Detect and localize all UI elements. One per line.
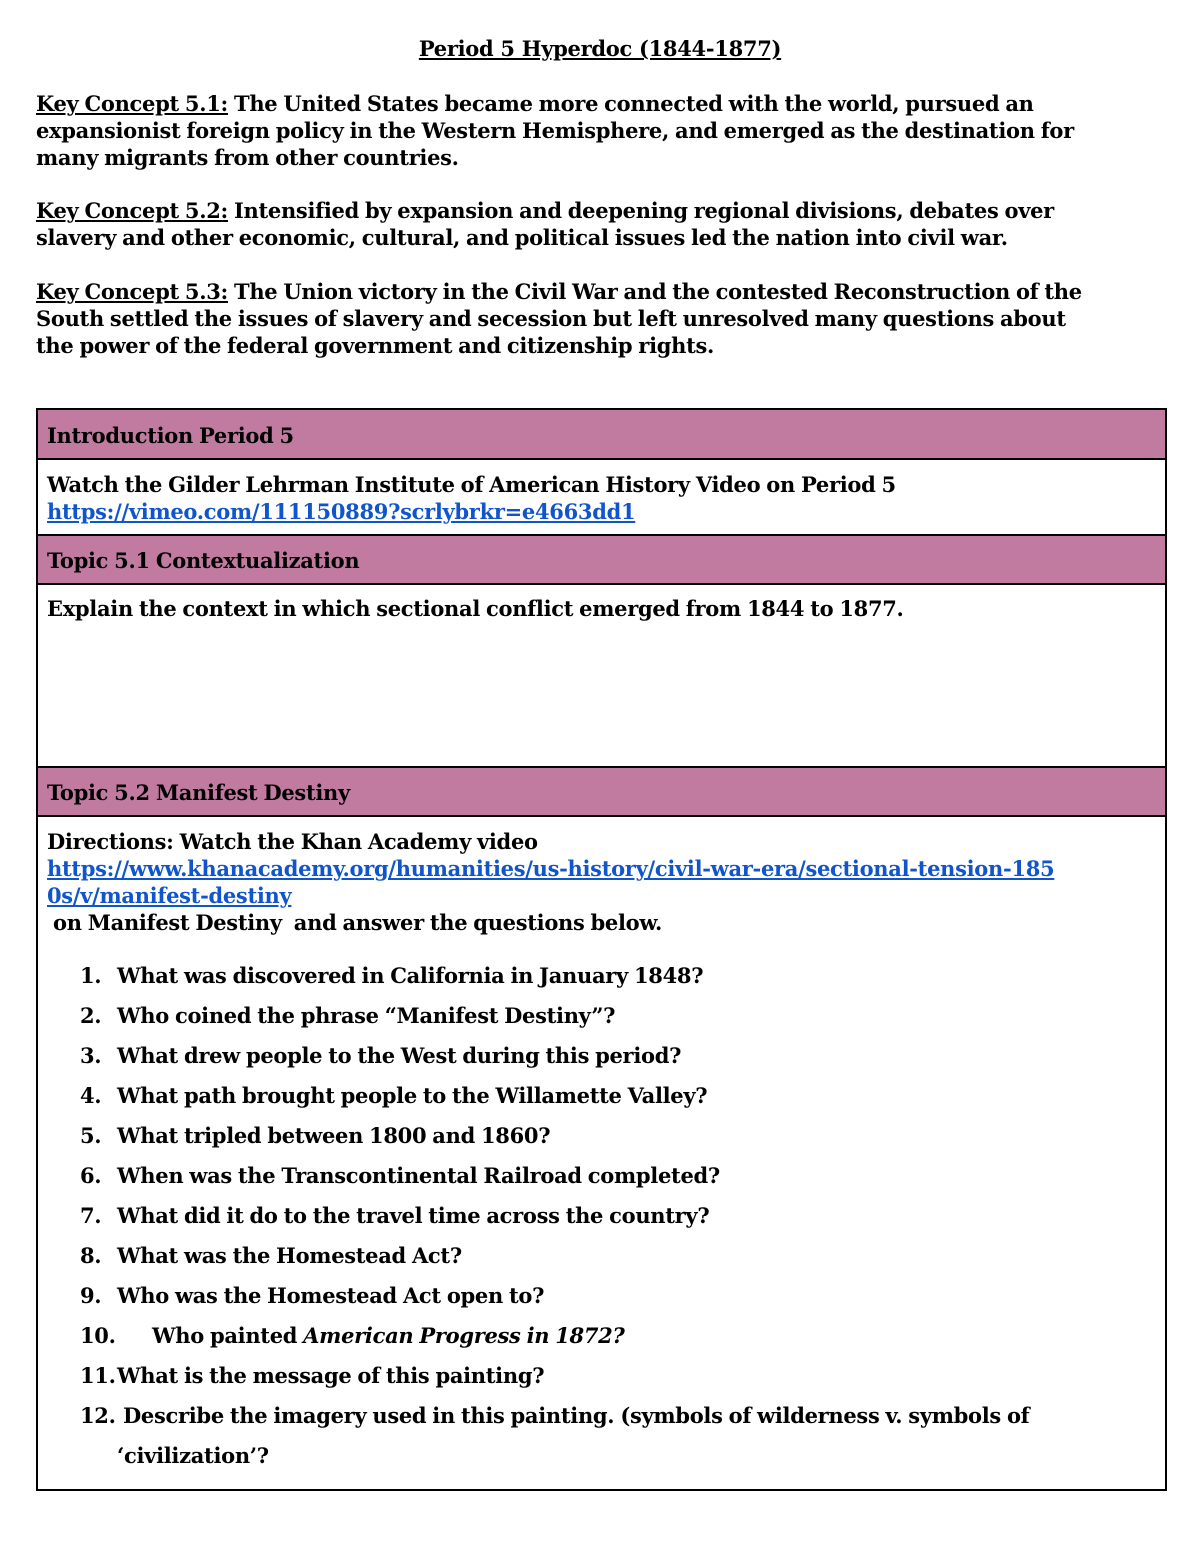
topic2-header: Topic 5.2 Manifest Destiny — [47, 780, 350, 805]
question-number: 1. — [80, 963, 102, 988]
topic1-prompt: Explain the context in which sectional conflict emerged from 1844 to 1877. — [47, 596, 904, 621]
topic1-content-row — [38, 585, 1165, 768]
hyperdoc-table — [36, 408, 1167, 1491]
question-number: 4. — [80, 1083, 102, 1108]
question-number: 5. — [80, 1123, 102, 1148]
question-item — [38, 1322, 1165, 1362]
question-text: What was the Homestead Act? — [117, 1243, 462, 1268]
document-title: Period 5 Hyperdoc (1844-1877) — [418, 36, 782, 61]
question-item — [38, 1362, 1165, 1402]
question-number: 3. — [80, 1043, 102, 1068]
question-number: 11. — [80, 1363, 116, 1388]
key-concept-label: Key Concept 5.3: — [36, 279, 228, 304]
question-text-cont: ‘civilization’? — [117, 1443, 269, 1468]
question-item — [38, 1202, 1165, 1242]
question-number: 8. — [80, 1243, 102, 1268]
key-concept-text: the power of the federal government and citizenship rights. — [36, 333, 715, 358]
question-item — [38, 1162, 1165, 1202]
key-concept-5-1 — [36, 90, 1166, 171]
question-text-plain: Who painted — [152, 1323, 304, 1348]
question-text: What tripled between 1800 and 1860? — [117, 1123, 551, 1148]
question-item — [38, 962, 1165, 1002]
question-text: Who was the Homestead Act open to? — [117, 1283, 545, 1308]
topic2-instructions: on Manifest Destiny and answer the questions below. — [47, 910, 663, 935]
question-number: 10. — [80, 1323, 116, 1348]
intro-content-row — [38, 460, 1165, 536]
question-text: What is the message of this painting? — [117, 1363, 545, 1388]
question-text: What path brought people to the Willamette Valley? — [117, 1083, 708, 1108]
key-concept-label: Key Concept 5.1: — [36, 91, 228, 116]
painting-title: American Progress in 1872? — [303, 1323, 625, 1348]
question-item — [38, 1042, 1165, 1082]
intro-header-row — [38, 410, 1165, 460]
question-item — [38, 1082, 1165, 1122]
question-number: 6. — [80, 1163, 102, 1188]
question-item — [38, 1002, 1165, 1042]
key-concept-text: The United States became more connected with the world, pursued an — [234, 91, 1034, 116]
key-concept-text: The Union victory in the Civil War and the contested Reconstruction of the — [234, 279, 1082, 304]
key-concept-text: expansionist foreign policy in the Western Hemisphere, and emerged as the destination for — [36, 118, 1074, 143]
question-number: 12. — [80, 1403, 116, 1428]
key-concept-text: South settled the issues of slavery and secession but left unresolved many questions about — [36, 306, 1066, 331]
question-number: 9. — [80, 1283, 102, 1308]
topic1-header-row — [38, 536, 1165, 585]
topic1-header: Topic 5.1 Contextualization — [47, 548, 360, 573]
khan-academy-link-cont[interactable]: 0s/v/manifest-destiny — [47, 883, 292, 908]
key-concept-text: many migrants from other countries. — [36, 145, 459, 170]
intro-header: Introduction Period 5 — [47, 423, 294, 448]
question-item — [38, 1242, 1165, 1282]
key-concept-text: slavery and other economic, cultural, and political issues led the nation into civil war. — [36, 225, 1008, 250]
key-concept-5-2 — [36, 197, 1166, 251]
question-item — [38, 1402, 1165, 1482]
question-text: What drew people to the West during this period? — [117, 1043, 682, 1068]
topic2-directions: Directions: Watch the Khan Academy video — [47, 829, 538, 854]
question-text: Who coined the phrase “Manifest Destiny”? — [117, 1003, 616, 1028]
vimeo-video-link[interactable]: https://vimeo.com/111150889?scrlybrkr=e4663dd1 — [47, 499, 636, 524]
question-text: What did it do to the travel time across the country? — [117, 1203, 710, 1228]
intro-text: Watch the Gilder Lehrman Institute of American History Video on Period 5 — [47, 472, 896, 497]
question-item — [38, 1122, 1165, 1162]
question-text: When was the Transcontinental Railroad completed? — [117, 1163, 720, 1188]
question-item — [38, 1282, 1165, 1322]
topic2-header-row — [38, 768, 1165, 817]
question-text — [152, 1322, 625, 1349]
question-number: 7. — [80, 1203, 102, 1228]
question-text: What was discovered in California in January 1848? — [117, 963, 704, 988]
key-concept-label: Key Concept 5.2: — [36, 198, 228, 223]
khan-academy-link[interactable]: https://www.khanacademy.org/humanities/us-history/civil-war-era/sectional-tension-185 — [47, 856, 1055, 881]
topic2-content-row — [38, 817, 1165, 1489]
question-text: Describe the imagery used in this painting. (symbols of wilderness v. symbols of — [117, 1403, 1030, 1428]
question-number: 2. — [80, 1003, 102, 1028]
key-concept-text: Intensified by expansion and deepening regional divisions, debates over — [234, 198, 1054, 223]
key-concept-5-3 — [36, 278, 1166, 359]
